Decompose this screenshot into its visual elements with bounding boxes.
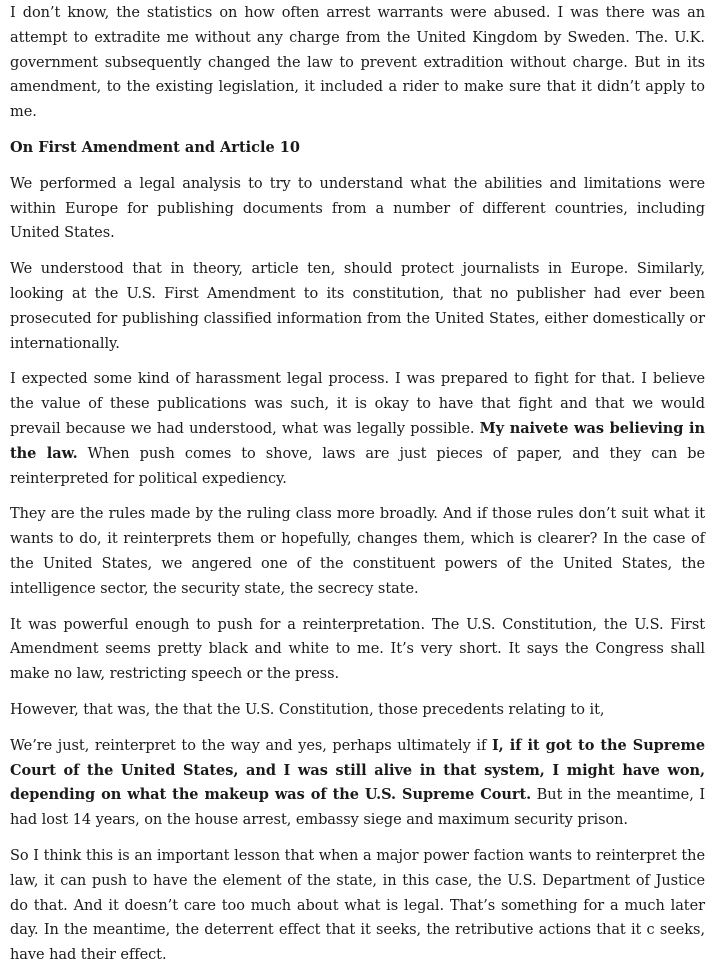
section-heading: On First Amendment and Article 10 bbox=[10, 138, 300, 156]
paragraph-lesson: So I think this is an important lesson that when a major power faction wants to reinterpret the law, it can push to have the element of the state, in this case, the U.S. Department of Justice do that. And it doesn’t care too much about what is legal. That’s something for a much later day. In the meantime, the deterrent effect that it seeks, the retributive actions that it c seeks, have had their effect. bbox=[10, 847, 705, 964]
paragraph-naivete-text-b: When push comes to shove, laws are just pieces of paper, and they can be reinterpreted for political expediency. bbox=[10, 445, 705, 487]
paragraph-supreme-court bbox=[10, 734, 705, 833]
paragraph-naivete-text-a: I expected some kind of harassment legal process. I was prepared to fight for that. I believe the value of these publications was such, it is okay to have that fight and that we would prevail because we had understood, what was legally possible. bbox=[10, 371, 705, 437]
paragraph-supreme-court-text-a: We’re just, reinterpret to the way and yes, perhaps ultimately if bbox=[10, 737, 492, 754]
paragraph-extradition: I don’t know, the statistics on how often arrest warrants were abused. I was there was an attempt to extradite me without any charge from the United Kingdom by Sweden. The. U.K. government subsequently changed the law to prevent extradition without charge. But in its amendment, to the existing legislation, it included a rider to make sure that it didn’t apply to me. bbox=[10, 5, 705, 121]
paragraph-article-ten: We understood that in theory, article ten, should protect journalists in Europe. Similarly, looking at the U.S. First Amendment to its constitution, that no publisher had ever been prosecuted for publishing classified information from the United States, either domestically or internationally. bbox=[10, 261, 705, 352]
paragraph-reinterpretation: It was powerful enough to push for a reinterpretation. The U.S. Constitution, the U.S. First Amendment seems pretty black and white to me. It’s very short. It says the Congress shall make no law, restricting speech or the press. bbox=[10, 616, 705, 683]
paragraph-naivete-bold: My naivete was believing in the law. bbox=[10, 419, 705, 462]
paragraph-supreme-court-bold: I, if it got to the Supreme Court of the United States, and I was still alive in that system, I might have won, depending on what the makeup was of the U.S. Supreme Court. bbox=[10, 736, 706, 804]
paragraph-ruling-class: They are the rules made by the ruling class more broadly. And if those rules don’t suit what it wants to do, it reinterprets them or hopefully, changes them, which is clearer? In the case of the United States, we angered one of the constituent powers of the United States, the intelligence sector, the security state, the secrecy state. bbox=[10, 506, 705, 597]
paragraph-precedents: However, that was, the that the U.S. Constitution, those precedents relating to it, bbox=[10, 701, 605, 718]
paragraph-legal-analysis: We performed a legal analysis to try to understand what the abilities and limitations were within Europe for publishing documents from a number of different countries, including United States. bbox=[10, 175, 705, 242]
paragraph-naivete bbox=[10, 367, 705, 491]
paragraph-supreme-court-text-b: But in the meantime, I had lost 14 years, on the house arrest, embassy siege and maximum security prison. bbox=[10, 787, 706, 829]
article-body bbox=[0, 1, 717, 964]
